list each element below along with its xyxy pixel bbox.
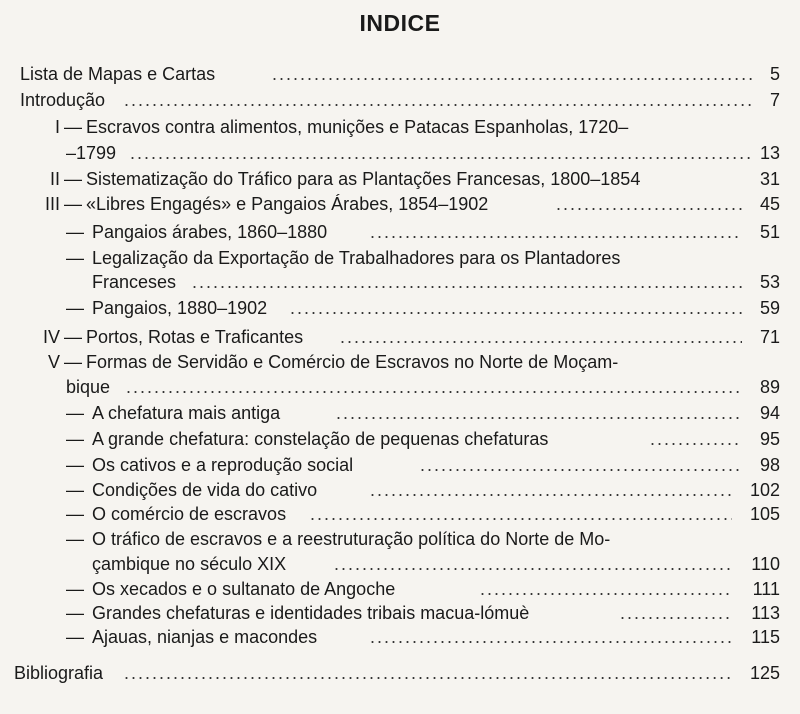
- toc-chapter-4[interactable]: [0, 325, 800, 349]
- toc-page-number: 5: [769, 64, 780, 84]
- toc-subentry[interactable]: [0, 220, 800, 244]
- toc-subentry[interactable]: [0, 427, 800, 451]
- dash-glyph: —: [66, 222, 84, 242]
- leader-dots: [340, 325, 742, 349]
- toc-entry-text: Introdução: [20, 90, 106, 110]
- leader-dots: [556, 192, 742, 216]
- toc-subentry[interactable]: [0, 478, 800, 502]
- toc-page-number: 7: [769, 90, 780, 110]
- toc-entry-text: Sistematização do Tráfico para as Plantações Francesas, 1800–1854: [86, 169, 641, 189]
- toc-page-number: 53: [759, 272, 780, 292]
- toc-page-number: 59: [759, 298, 780, 318]
- leader-dots: [192, 270, 742, 294]
- dash-glyph: —: [66, 429, 84, 449]
- dash-glyph: —: [66, 529, 84, 549]
- toc-chapter-5[interactable]: [0, 350, 800, 374]
- toc-entry-text: çambique no século XIX: [92, 554, 287, 574]
- toc-subentry[interactable]: [0, 625, 800, 649]
- dash-glyph: —: [66, 455, 84, 475]
- toc-entry-text: A chefatura mais antiga: [92, 403, 281, 423]
- toc-page-number: 110: [751, 554, 780, 574]
- toc-page-number: 98: [759, 455, 780, 475]
- toc-subentry[interactable]: [0, 401, 800, 425]
- dash-glyph: —: [64, 352, 82, 372]
- toc-page-number: 94: [759, 403, 780, 423]
- page-title: INDICE: [359, 10, 441, 36]
- toc-entry-text: «Libres Engagés» e Pangaios Árabes, 1854–1902: [86, 194, 489, 214]
- dash-glyph: —: [66, 603, 84, 623]
- toc-page-number: 111: [752, 579, 780, 599]
- toc-page-number: 105: [749, 504, 780, 524]
- chapter-numeral: I: [54, 117, 60, 137]
- toc-page-number: 51: [759, 222, 780, 242]
- dash-glyph: —: [66, 480, 84, 500]
- toc-page-number: 115: [751, 627, 780, 647]
- chapter-numeral: V: [47, 352, 60, 372]
- leader-dots: [272, 62, 752, 86]
- leader-dots: [370, 478, 732, 502]
- dash-glyph: —: [64, 327, 82, 347]
- toc-entry-text: bique: [66, 377, 111, 397]
- leader-dots: [480, 577, 732, 601]
- toc-subentry[interactable]: [0, 296, 800, 320]
- toc-entry-text: O comércio de escravos: [92, 504, 287, 524]
- toc-subentry[interactable]: [0, 527, 800, 551]
- dash-glyph: —: [66, 298, 84, 318]
- toc-entry-introducao[interactable]: [0, 88, 800, 112]
- toc-entry-text: Os xecados e o sultanato de Angoche: [92, 579, 396, 599]
- toc-subentry[interactable]: [0, 453, 800, 477]
- toc-chapter-2[interactable]: [0, 167, 800, 191]
- toc-entry-text: Franceses: [92, 272, 177, 292]
- dash-glyph: —: [66, 627, 84, 647]
- leader-dots: [130, 141, 752, 165]
- leader-dots: [124, 88, 752, 112]
- toc-entry-text: A grande chefatura: constelação de pequenas chefaturas: [92, 429, 549, 449]
- chapter-numeral: II: [49, 169, 60, 189]
- leader-dots: [370, 220, 742, 244]
- toc-page-number: 31: [759, 169, 780, 189]
- dash-glyph: —: [66, 248, 84, 268]
- toc-entry-lista[interactable]: [0, 62, 800, 86]
- toc-chapter-3[interactable]: [0, 192, 800, 216]
- dash-glyph: —: [66, 504, 84, 524]
- toc-entry-text: Bibliografia: [14, 663, 104, 683]
- leader-dots: [336, 401, 742, 425]
- toc-subentry-continued[interactable]: [0, 552, 800, 576]
- dash-glyph: —: [64, 194, 82, 214]
- toc-chapter-5-continued[interactable]: [0, 375, 800, 399]
- toc-page-number: 125: [749, 663, 780, 683]
- toc-entry-text: Lista de Mapas e Cartas: [20, 64, 216, 84]
- dash-glyph: —: [64, 117, 82, 137]
- toc-page-number: 102: [749, 480, 780, 500]
- leader-dots: [370, 625, 732, 649]
- toc-entry-text: Escravos contra alimentos, munições e Patacas Espanholas, 1720–: [86, 117, 629, 137]
- leader-dots: [290, 296, 742, 320]
- toc-entry-text: –1799: [66, 143, 117, 163]
- chapter-numeral: IV: [42, 327, 60, 347]
- toc-page-number: 95: [759, 429, 780, 449]
- toc-entry-text: Formas de Servidão e Comércio de Escravos no Norte de Moçam-: [86, 352, 619, 372]
- toc-entry-text: Pangaios, 1880–1902: [92, 298, 268, 318]
- toc-entry-bibliografia[interactable]: [0, 661, 800, 685]
- toc-entry-text: Grandes chefaturas e identidades tribais macua-lómuè: [92, 603, 530, 623]
- toc-subentry[interactable]: [0, 601, 800, 625]
- toc-entry-text: Condições de vida do cativo: [92, 480, 318, 500]
- toc-entry-text: Os cativos e a reprodução social: [92, 455, 354, 475]
- toc-subentry[interactable]: [0, 502, 800, 526]
- toc-page-number: 89: [759, 377, 780, 397]
- leader-dots: [620, 601, 732, 625]
- toc-page-number: 71: [759, 327, 780, 347]
- toc-entry-text: Legalização da Exportação de Trabalhadores para os Plantadores: [92, 248, 621, 268]
- toc-page-number: 45: [759, 194, 780, 214]
- toc-entry-text: O tráfico de escravos e a reestruturação política do Norte de Mo-: [92, 529, 611, 549]
- leader-dots: [310, 502, 732, 526]
- toc-subentry[interactable]: [0, 246, 800, 270]
- toc-subentry[interactable]: [0, 577, 800, 601]
- leader-dots: [334, 552, 732, 576]
- leader-dots: [420, 453, 742, 477]
- toc-chapter-1[interactable]: [0, 115, 800, 139]
- toc-page-number: 13: [759, 143, 780, 163]
- toc-subentry-continued[interactable]: [0, 270, 800, 294]
- toc-page-number: 113: [751, 603, 780, 623]
- toc-chapter-1-continued[interactable]: [0, 141, 800, 165]
- toc-entry-text: Pangaios árabes, 1860–1880: [92, 222, 328, 242]
- dash-glyph: —: [66, 403, 84, 423]
- toc-entry-text: Portos, Rotas e Traficantes: [86, 327, 304, 347]
- leader-dots: [124, 661, 732, 685]
- leader-dots: [650, 427, 742, 451]
- chapter-numeral: III: [44, 194, 60, 214]
- dash-glyph: —: [64, 169, 82, 189]
- leader-dots: [126, 375, 742, 399]
- dash-glyph: —: [66, 579, 84, 599]
- toc-entry-text: Ajauas, nianjas e macondes: [92, 627, 318, 647]
